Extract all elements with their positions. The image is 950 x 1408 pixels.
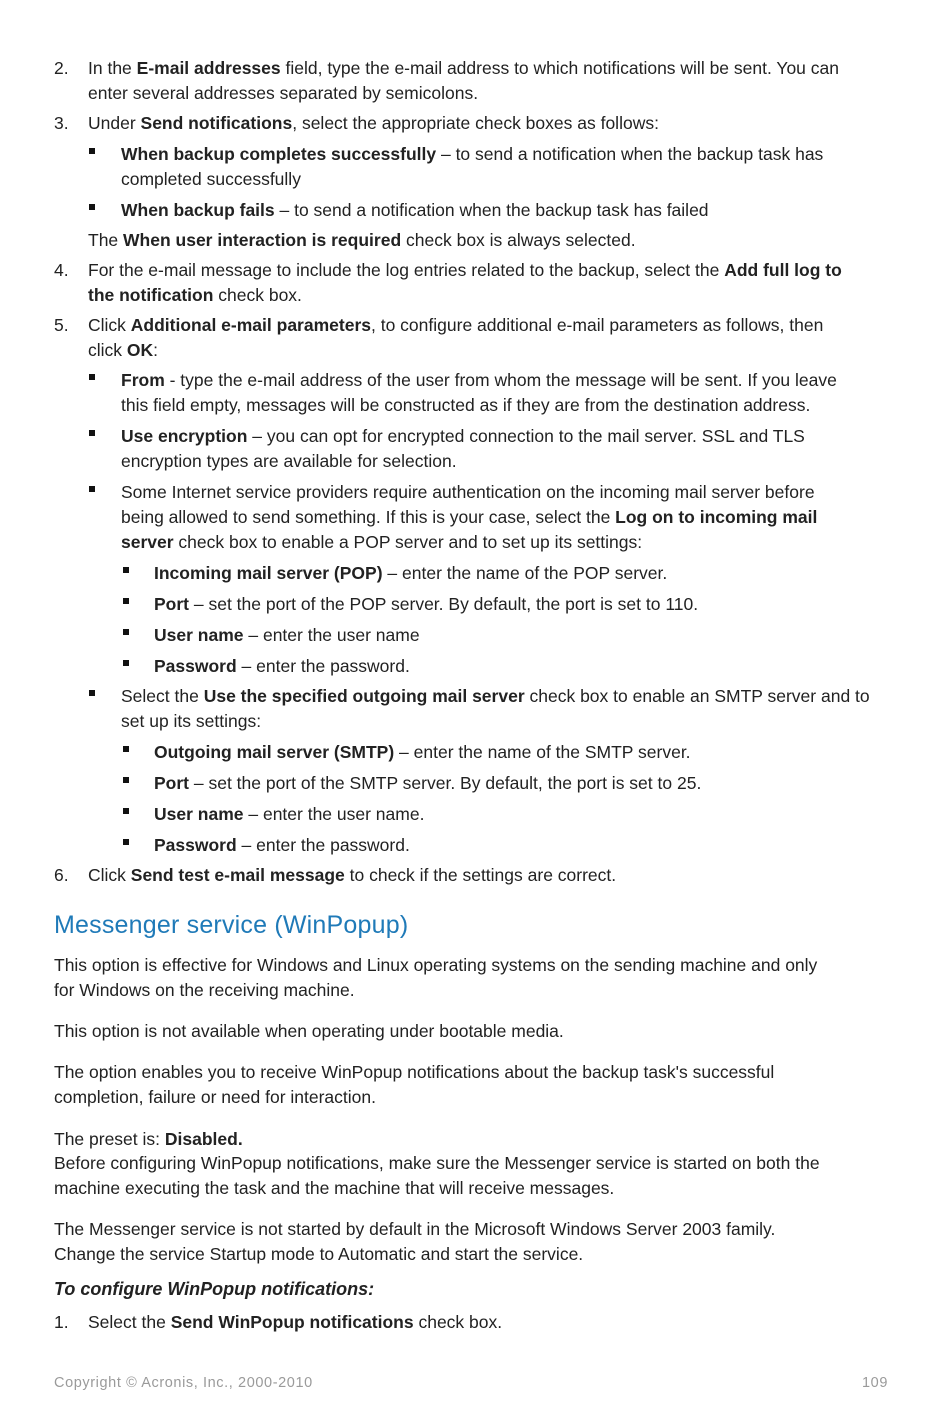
step-5-bullet-auth: Some Internet service providers require authentication on the incoming mail server before (121, 482, 815, 502)
step-5-line-1: Click Additional e-mail parameters, to configure additional e-mail parameters as follows, then (88, 315, 824, 335)
bullet-icon (89, 148, 95, 154)
step-5-bullet-smtp: Select the Use the specified outgoing mail server check box to enable an SMTP server and to (121, 686, 870, 706)
step-2-line-2: enter several addresses separated by semicolons. (88, 83, 479, 103)
bullet-icon (89, 690, 95, 696)
step-3-bullet-1-line-2: completed successfully (121, 169, 301, 189)
bullet-icon (123, 808, 129, 814)
procedure-step-1: Select the Send WinPopup notifications check box. (88, 1312, 503, 1332)
paragraph: This option is effective for Windows and Linux operating systems on the sending machine and only (54, 955, 818, 975)
bullet-icon (89, 486, 95, 492)
paragraph: This option is not available when operating under bootable media. (54, 1021, 564, 1041)
pop-item: User name – enter the user name (154, 625, 420, 645)
step-number: 3. (54, 113, 69, 133)
bullet-icon (123, 629, 129, 635)
bullet-icon (123, 777, 129, 783)
step-3-line-1: Under Send notifications, select the appropriate check boxes as follows: (88, 113, 659, 133)
step-5-bullet-from-line-2: this field empty, messages will be constructed as if they are from the destination address. (121, 395, 811, 415)
step-5-bullet-from: From - type the e-mail address of the user from whom the message will be sent. If you leave (121, 370, 837, 390)
step-3-note: The When user interaction is required check box is always selected. (88, 230, 636, 250)
step-number: 6. (54, 865, 69, 885)
paragraph: completion, failure or need for interaction. (54, 1087, 376, 1107)
step-6-line-1: Click Send test e-mail message to check if the settings are correct. (88, 865, 617, 885)
paragraph: for Windows on the receiving machine. (54, 980, 355, 1000)
footer-page-number: 109 (862, 1375, 888, 1391)
step-number: 4. (54, 260, 69, 280)
paragraph: The option enables you to receive WinPopup notifications about the backup task's successful (54, 1062, 775, 1082)
smtp-item: User name – enter the user name. (154, 804, 425, 824)
smtp-item: Port – set the port of the SMTP server. By default, the port is set to 25. (154, 773, 702, 793)
pop-item: Password – enter the password. (154, 656, 410, 676)
step-5-bullet-smtp-line-2: set up its settings: (121, 711, 262, 731)
smtp-item: Password – enter the password. (154, 835, 410, 855)
preset-line: The preset is: Disabled. (54, 1129, 243, 1149)
step-5-bullet-encryption-line-2: encryption types are available for selection. (121, 451, 457, 471)
step-3-bullet-1: When backup completes successfully – to send a notification when the backup task has (121, 144, 824, 164)
section-heading: Messenger service (WinPopup) (54, 911, 409, 939)
bullet-icon (123, 567, 129, 573)
paragraph: Before configuring WinPopup notifications, make sure the Messenger service is started on both the (54, 1153, 820, 1173)
bullet-icon (89, 374, 95, 380)
paragraph: machine executing the task and the machine that will receive messages. (54, 1178, 615, 1198)
paragraph: Change the service Startup mode to Automatic and start the service. (54, 1244, 584, 1264)
bullet-icon (123, 660, 129, 666)
bullet-icon (89, 430, 95, 436)
step-number: 5. (54, 315, 69, 335)
step-5-bullet-auth-line-2: being allowed to send something. If this is your case, select the Log on to incoming mail (121, 507, 818, 527)
footer-copyright: Copyright © Acronis, Inc., 2000-2010 (54, 1375, 313, 1391)
paragraph: The Messenger service is not started by default in the Microsoft Windows Server 2003 family. (54, 1219, 776, 1239)
step-5-bullet-encryption: Use encryption – you can opt for encrypted connection to the mail server. SSL and TLS (121, 426, 805, 446)
step-number: 1. (54, 1312, 69, 1332)
bullet-icon (123, 839, 129, 845)
pop-item: Incoming mail server (POP) – enter the name of the POP server. (154, 563, 668, 583)
procedure-heading: To configure WinPopup notifications: (54, 1279, 375, 1299)
step-4-line-1: For the e-mail message to include the log entries related to the backup, select the Add full log to (88, 260, 842, 280)
smtp-item: Outgoing mail server (SMTP) – enter the name of the SMTP server. (154, 742, 691, 762)
step-3-bullet-2: When backup fails – to send a notification when the backup task has failed (121, 200, 709, 220)
step-2-line-1: In the E-mail addresses field, type the e-mail address to which notifications will be sent. You can (88, 58, 839, 78)
bullet-icon (123, 598, 129, 604)
step-number: 2. (54, 58, 69, 78)
pop-item: Port – set the port of the POP server. By default, the port is set to 110. (154, 594, 699, 614)
bullet-icon (89, 204, 95, 210)
step-4-line-2: the notification check box. (88, 285, 302, 305)
step-5-line-2: click OK: (88, 340, 159, 360)
step-5-bullet-auth-line-3: server check box to enable a POP server and to set up its settings: (121, 532, 643, 552)
bullet-icon (123, 746, 129, 752)
